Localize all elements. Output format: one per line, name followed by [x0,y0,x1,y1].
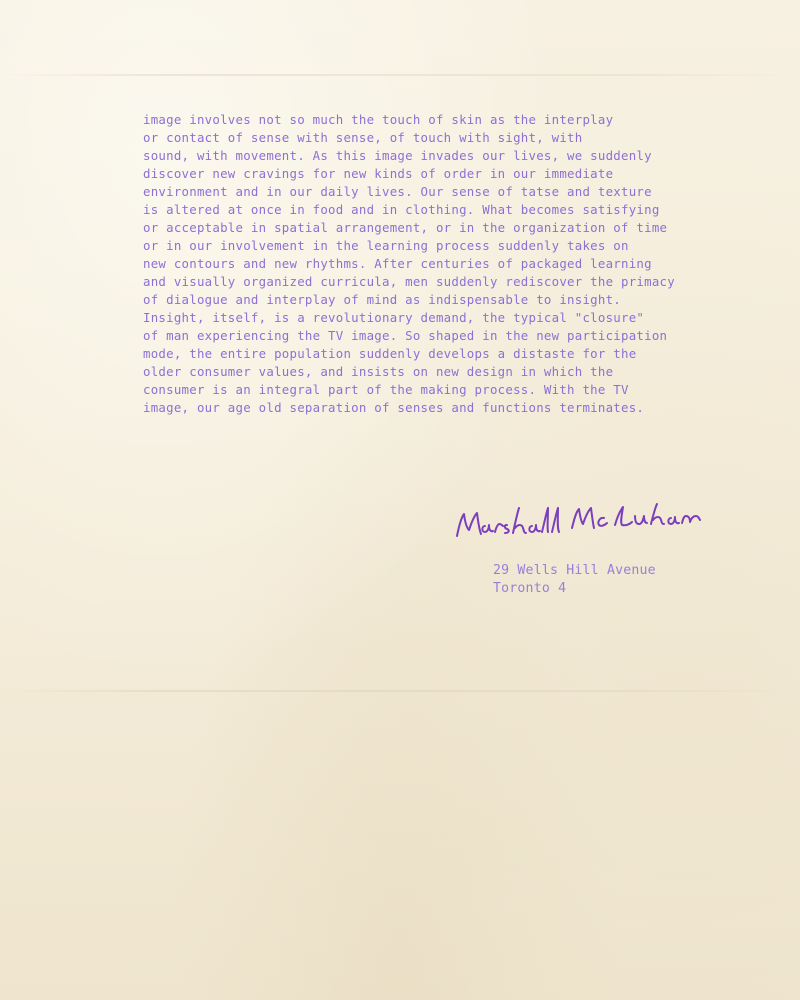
body-line: older consumer values, and insists on new design in which the [143,364,614,379]
body-line: or contact of sense with sense, of touch with sight, with [143,130,583,145]
address-street: 29 Wells Hill Avenue [493,563,656,578]
body-line: of dialogue and interplay of mind as indispensable to insight. [143,292,622,307]
handwritten-signature [452,496,704,544]
body-line: Insight, itself, is a revolutionary demand, the typical "closure" [143,310,645,325]
paper-fold-line [0,690,800,692]
body-line: new contours and new rhythms. After centuries of packaged learning [143,256,652,271]
sender-address [493,562,656,598]
letter-body-text [143,111,743,417]
body-line: environment and in our daily lives. Our sense of tatse and texture [143,184,652,199]
body-line: consumer is an integral part of the making process. With the TV [143,382,629,397]
body-line: or in our involvement in the learning process suddenly takes on [143,238,629,253]
body-line: or acceptable in spatial arrangement, or in the organization of time [143,220,668,235]
body-line: discover new cravings for new kinds of order in our immediate [143,166,614,181]
body-line: image involves not so much the touch of skin as the interplay [143,112,614,127]
address-city: Toronto 4 [493,581,567,596]
body-line: sound, with movement. As this image invades our lives, we suddenly [143,148,652,163]
body-line: is altered at once in food and in clothing. What becomes satisfying [143,202,660,217]
body-line: of man experiencing the TV image. So shaped in the new participation [143,328,668,343]
body-line: image, our age old separation of senses and functions terminates. [143,400,645,415]
paper-fold-line [0,74,800,76]
body-line: and visually organized curricula, men suddenly rediscover the primacy [143,274,675,289]
body-line: mode, the entire population suddenly develops a distaste for the [143,346,637,361]
